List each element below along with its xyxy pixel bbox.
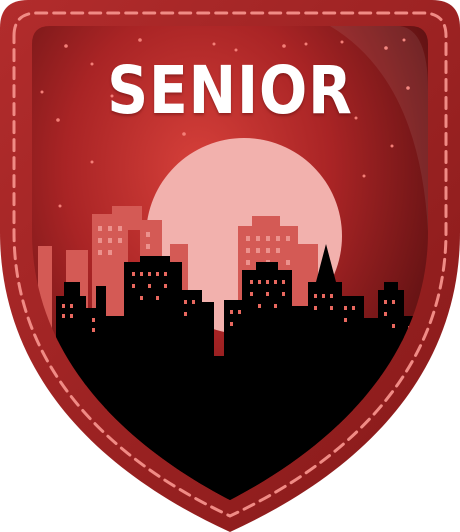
badge-title: SENIOR bbox=[107, 52, 353, 129]
